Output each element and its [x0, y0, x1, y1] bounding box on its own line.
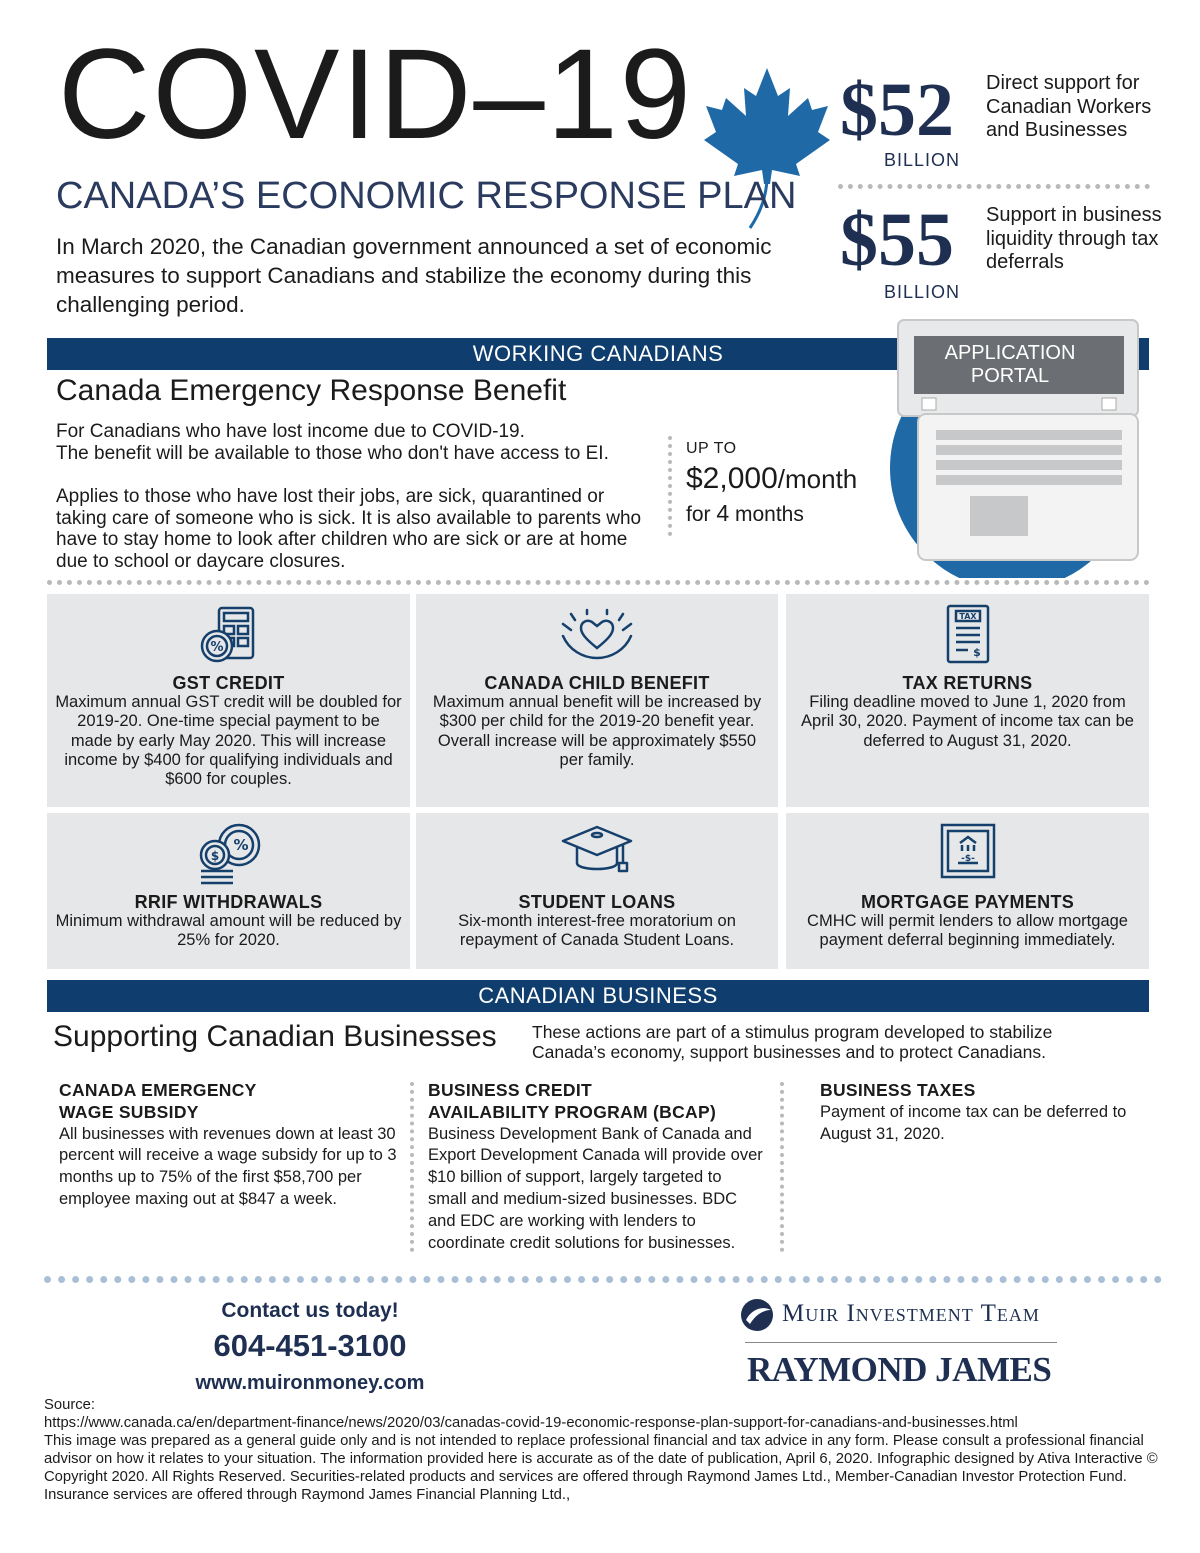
wage-subsidy-column — [59, 1080, 404, 1211]
upto-amount: $2,000 — [686, 462, 778, 495]
source-url[interactable]: https://www.canada.ca/en/department-finance/news/2020/03/canadas-covid-19-economic-response-plan-support-for-canadians-and-businesses.html — [44, 1415, 1018, 1431]
contact-block — [160, 1296, 460, 1400]
stats-divider — [838, 184, 1150, 189]
benefit-amount-block — [686, 440, 857, 527]
card-title: CANADA CHILD BENEFIT — [484, 673, 710, 693]
svg-text:$: $ — [972, 646, 981, 659]
team-name: Muir Investment Team — [782, 1300, 1040, 1327]
section-label: CANADIAN BUSINESS — [478, 983, 718, 1008]
mortgage-document-icon — [938, 821, 998, 881]
team-logo-icon — [740, 1298, 774, 1332]
column-title: CANADA EMERGENCY — [59, 1080, 257, 1100]
tax-document-icon — [944, 602, 992, 666]
tax-icon-label: TAX — [958, 612, 977, 621]
tax-returns-card — [786, 594, 1149, 807]
card-text: Six-month interest-free moratorium on repayment of Canada Student Loans. — [458, 912, 736, 950]
business-title: Supporting Canadian Businesses — [53, 1020, 497, 1053]
cerb-paragraph: Applies to those who have lost their jobs, are sick, quarantined or taking care of someone who is sick. It is also available to parents who have to stay home to look after children who are sick or are at home due to school or daycare closures. — [56, 486, 642, 572]
footer-divider — [44, 1276, 1162, 1283]
stat-amount: $55 — [840, 198, 954, 282]
cerb-divider — [668, 436, 672, 536]
upto-for: for — [686, 503, 711, 526]
stat-amount: $52 — [840, 68, 954, 152]
card-title: STUDENT LOANS — [518, 892, 676, 912]
svg-text:%: % — [232, 836, 249, 854]
application-portal-illustration — [880, 318, 1180, 578]
brand-divider — [745, 1342, 1057, 1343]
hands-heart-icon — [557, 608, 637, 664]
column-divider — [410, 1082, 414, 1252]
graduation-cap-icon — [559, 821, 635, 881]
svg-text:$: $ — [210, 849, 219, 863]
bcap-column — [428, 1080, 763, 1254]
card-text: Minimum withdrawal amount will be reduced by 25% for 2020. — [55, 912, 402, 950]
stat-unit: BILLION — [884, 282, 961, 302]
upto-label: UP TO — [686, 440, 737, 457]
column-title: BUSINESS TAXES — [820, 1080, 976, 1100]
card-title: TAX RETURNS — [902, 673, 1033, 693]
footer — [44, 1396, 1164, 1504]
calculator-icon — [197, 604, 261, 668]
upto-months-number: 4 — [716, 500, 730, 526]
portal-label: APPLICATION PORTAL — [944, 342, 1076, 387]
svg-text:-$-: -$- — [960, 854, 975, 864]
source-label: Source: — [44, 1397, 95, 1413]
student-loans-card — [416, 813, 778, 969]
stat-description: Direct support for Canadian Workers and Businesses — [986, 72, 1152, 141]
cerb-line: The benefit will be available to those who don't have access to EI. — [56, 442, 609, 464]
main-title: COVID–19 — [58, 23, 693, 166]
raymond-james-logo: RAYMOND JAMES — [747, 1350, 1052, 1389]
column-text: All businesses with revenues down at least 30 percent will receive a wage subsidy for up to 3 months up to 75% of the first $58,700 per employee maxing out at $847 a week. — [59, 1124, 397, 1208]
contact-cta: Contact us today! — [221, 1299, 399, 1322]
rrif-withdrawals-card — [47, 813, 410, 969]
contact-phone[interactable]: 604-451-3100 — [213, 1328, 407, 1363]
intro-paragraph: In March 2020, the Canadian government announced a set of economic measures to support Canadians and stabilize the economy during this challenging period. — [56, 234, 772, 317]
column-text: Business Development Bank of Canada and Export Development Canada will provide over $10 billion of support, largely targeted to small and medium-sized businesses. BDC and EDC are working with lenders to coordinate credit solutions for businesses. — [428, 1124, 763, 1252]
card-title: GST CREDIT — [172, 673, 285, 693]
column-title: WAGE SUBSIDY — [59, 1101, 199, 1122]
mortgage-payments-card — [786, 813, 1149, 969]
column-title: BUSINESS CREDIT — [428, 1080, 592, 1100]
card-title: RRIF WITHDRAWALS — [134, 892, 323, 912]
card-text: CMHC will permit lenders to allow mortgage payment deferral beginning immediately. — [807, 912, 1128, 950]
column-title: AVAILABILITY PROGRAM (BCAP) — [428, 1101, 717, 1122]
stat-55 — [840, 200, 1180, 304]
cerb-description — [56, 421, 656, 572]
gst-credit-card — [47, 594, 410, 807]
cerb-line: For Canadians who have lost income due to COVID-19. — [56, 421, 525, 442]
muir-logo — [740, 1296, 1060, 1340]
upto-months: months — [735, 503, 804, 526]
subtitle: CANADA’S ECONOMIC RESPONSE PLAN — [56, 175, 797, 217]
contact-website[interactable]: www.muironmoney.com — [195, 1372, 425, 1394]
stat-52 — [840, 70, 1180, 170]
business-taxes-column — [820, 1080, 1140, 1145]
business-intro: These actions are part of a stimulus program developed to stabilize Canada’s economy, support businesses and to protect Canadians. — [532, 1022, 1053, 1062]
column-text: Payment of income tax can be deferred to August 31, 2020. — [820, 1102, 1127, 1143]
stat-description: Support in business liquidity through tax deferrals — [986, 204, 1162, 273]
coins-percent-icon — [193, 819, 265, 887]
card-text: Maximum annual benefit will be increased by $300 per child for the 2019-20 benefit year. Overall increase will be approximately $550 per family. — [432, 693, 762, 769]
section-label: WORKING CANADIANS — [472, 341, 724, 366]
svg-text:%: % — [209, 640, 224, 655]
disclaimer: This image was prepared as a general guide only and is not intended to replace professional financial and tax advice in any form. Please consult a professional financial advisor on how it relates to your situation. The information provided here is accurate as of the date of publication, April 6, 2020. Infographic designed by Ativa Interactive © Copyright 2020. All Rights Reserved. Securities-related products and services are offered through Raymond James Ltd., Member-Canadian Investor Protection Fund. Insurance services are offered through Raymond James Financial Planning Ltd., — [44, 1433, 1158, 1503]
canadian-business-bar — [47, 980, 1149, 1012]
stat-unit: BILLION — [884, 150, 961, 170]
card-text: Maximum annual GST credit will be doubled for 2019-20. One-time special payment to be made by early May 2020. This will increase income by $400 for qualifying individuals and $600 for couples. — [55, 693, 402, 789]
upto-per: /month — [777, 464, 858, 494]
section-divider — [47, 580, 1150, 585]
canada-child-benefit-card — [416, 594, 778, 807]
cerb-title: Canada Emergency Response Benefit — [56, 374, 567, 407]
column-divider — [780, 1082, 784, 1252]
card-text: Filing deadline moved to June 1, 2020 from April 30, 2020. Payment of income tax can be deferred to August 31, 2020. — [801, 693, 1134, 750]
card-title: MORTGAGE PAYMENTS — [860, 892, 1075, 912]
